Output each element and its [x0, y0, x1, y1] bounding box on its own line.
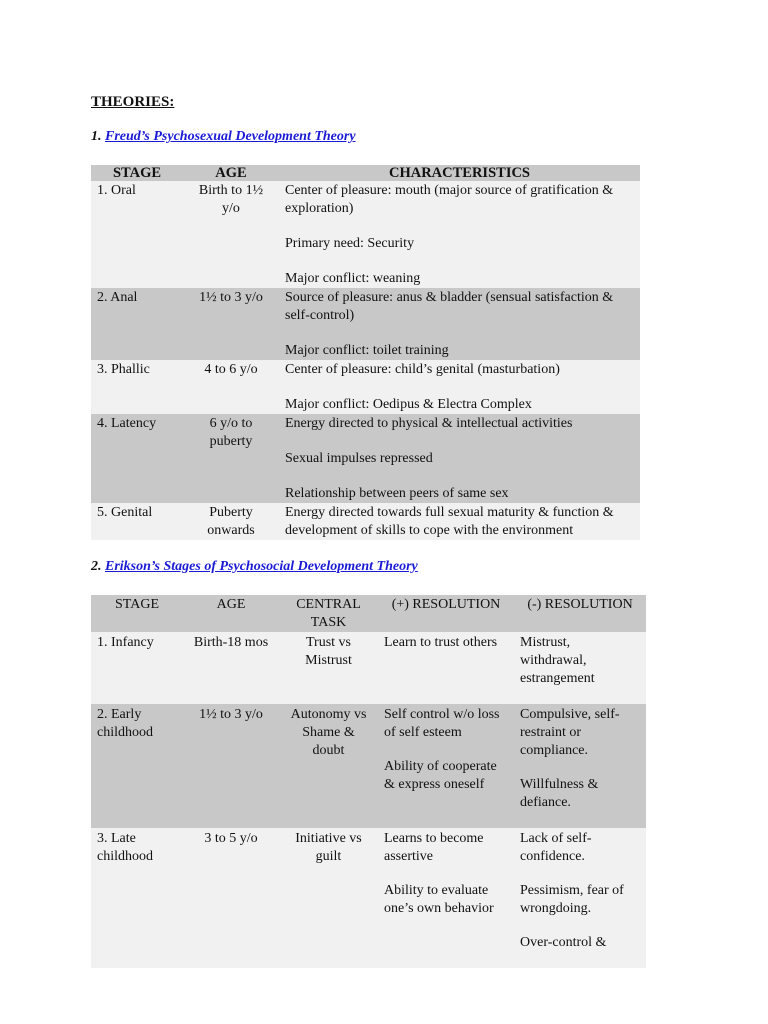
characteristic-text: Sexual impulses repressed: [285, 451, 433, 466]
age-cell: 1½ to 3 y/o: [199, 290, 263, 305]
table-row: [91, 704, 646, 828]
age-cell: 4 to 6 y/o: [204, 362, 258, 377]
characteristic-text: Energy directed towards full sexual maturity & function & development of skills to cope with the environment: [285, 505, 614, 538]
characteristics-cell: [279, 181, 640, 288]
task-cell: Initiative vs guilt: [295, 831, 362, 864]
header-stage: STAGE: [112, 165, 162, 181]
positive-cell: [378, 632, 514, 704]
characteristic-text: Relationship between peers of same sex: [285, 486, 509, 501]
stage-cell: 4. Latency: [97, 416, 157, 431]
freud-table-header: [91, 165, 640, 181]
section-2-number: 2.: [91, 559, 102, 574]
positive-cell: [378, 704, 514, 828]
task-cell: Autonomy vs Shame & doubt: [290, 707, 367, 758]
stage-cell: 3. Phallic: [97, 362, 150, 377]
header-stage: STAGE: [115, 597, 159, 612]
age-cell: 1½ to 3 y/o: [199, 707, 263, 722]
section-2-link[interactable]: Erikson’s Stages of Psychosocial Development Theory: [105, 559, 418, 574]
stage-cell: 3. Late childhood: [97, 831, 153, 864]
characteristics-cell: [279, 503, 640, 540]
age-cell: Birth to 1½ y/o: [198, 183, 264, 216]
characteristic-text: Major conflict: weaning: [285, 271, 421, 286]
stage-cell: 5. Genital: [97, 505, 153, 520]
section-2-title: [91, 559, 418, 575]
freud-table: [91, 165, 640, 540]
characteristic-text: Energy directed to physical & intellectual activities: [285, 416, 573, 431]
erikson-table: [91, 595, 646, 968]
resolution-text: Ability to evaluate one’s own behavior: [384, 883, 494, 916]
resolution-text: Mistrust, withdrawal, estrangement: [520, 635, 595, 686]
table-row: [91, 181, 640, 288]
table-row: [91, 632, 646, 704]
header-negative-resolution: (-) RESOLUTION: [527, 597, 633, 612]
erikson-table-header: [91, 595, 646, 632]
characteristic-text: Center of pleasure: mouth (major source of gratification & exploration): [285, 183, 614, 216]
characteristics-cell: [279, 414, 640, 503]
resolution-text: Over-control &: [520, 935, 607, 950]
header-positive-resolution: (+) RESOLUTION: [391, 597, 501, 612]
stage-cell: 2. Anal: [97, 290, 138, 305]
positive-cell: [378, 828, 514, 968]
resolution-text: Ability of cooperate & express oneself: [384, 759, 497, 792]
negative-cell: [514, 828, 646, 968]
age-cell: Birth-18 mos: [193, 635, 269, 650]
age-cell: 6 y/o to puberty: [209, 416, 253, 449]
table-row: [91, 360, 640, 414]
stage-cell: 1. Oral: [97, 183, 136, 198]
characteristics-cell: [279, 360, 640, 414]
header-central-task: CENTRAL TASK: [296, 597, 361, 630]
stage-cell: 2. Early childhood: [97, 707, 153, 740]
age-cell: 3 to 5 y/o: [204, 831, 258, 846]
page-heading: THEORIES:: [91, 94, 175, 110]
table-row: [91, 288, 640, 360]
resolution-text: Pessimism, fear of wrongdoing.: [520, 883, 624, 916]
characteristics-cell: [279, 288, 640, 360]
section-1-number: 1.: [91, 129, 102, 144]
task-cell: Trust vs Mistrust: [305, 635, 352, 668]
header-characteristics: CHARACTERISTICS: [388, 165, 530, 181]
stage-cell: 1. Infancy: [97, 635, 154, 650]
resolution-text: Self control w/o loss of self esteem: [384, 707, 500, 740]
table-row: [91, 503, 640, 540]
header-age: AGE: [216, 597, 246, 612]
table-row: [91, 414, 640, 503]
characteristic-text: Major conflict: toilet training: [285, 343, 449, 358]
section-1-link[interactable]: Freud’s Psychosexual Development Theory: [105, 129, 356, 144]
characteristic-text: Primary need: Security: [285, 236, 415, 251]
header-age: AGE: [215, 165, 247, 181]
resolution-text: Learns to become assertive: [384, 831, 484, 864]
resolution-text: Lack of self-confidence.: [520, 831, 592, 864]
negative-cell: [514, 704, 646, 828]
age-cell: Puberty onwards: [207, 505, 255, 538]
section-1-title: [91, 129, 356, 145]
characteristic-text: Major conflict: Oedipus & Electra Complex: [285, 397, 532, 412]
resolution-text: Willfulness & defiance.: [520, 777, 599, 810]
characteristic-text: Source of pleasure: anus & bladder (sensual satisfaction & self-control): [285, 290, 614, 323]
table-row: [91, 828, 646, 968]
resolution-text: Learn to trust others: [384, 635, 498, 650]
negative-cell: [514, 632, 646, 704]
resolution-text: Compulsive, self-restraint or compliance.: [520, 707, 620, 758]
characteristic-text: Center of pleasure: child’s genital (masturbation): [285, 362, 560, 377]
